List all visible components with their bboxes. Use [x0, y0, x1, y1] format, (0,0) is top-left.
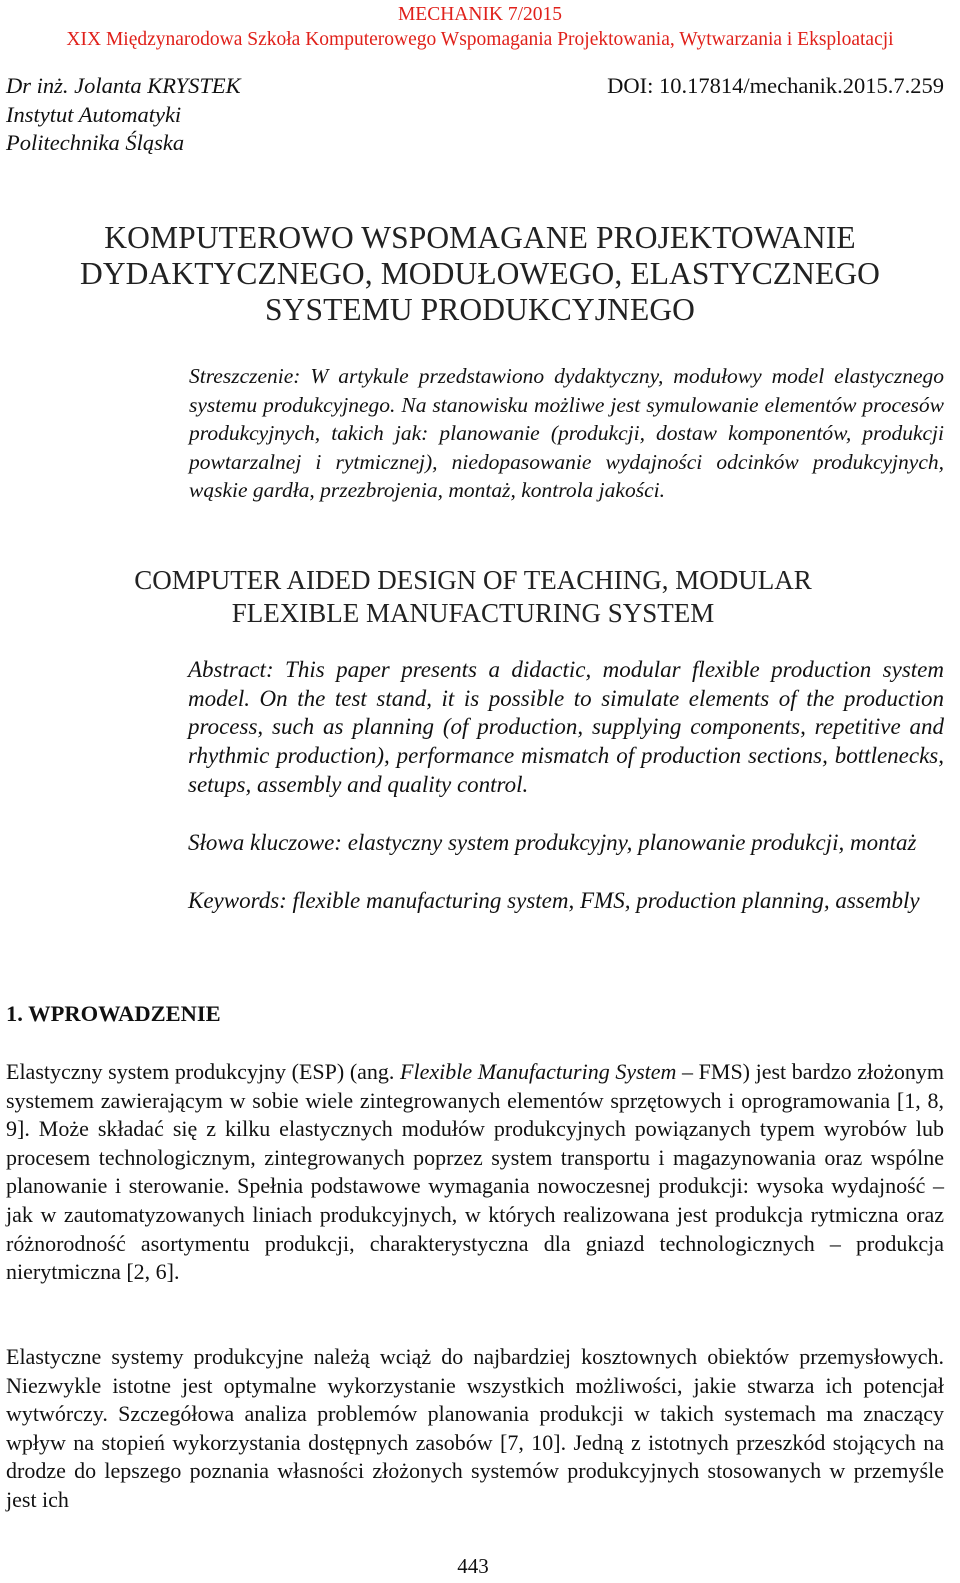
abstract-polish: Streszczenie: W artykule przedstawiono dydaktyczny, modułowy model elastycznego systemu produkcyjnego. Na stanowisku możliwe jest symulowanie elementów procesów produkcyjnych, takich jak: planowanie (produkcji, dostaw komponentów, produkcji powtarzalnej i rytmicznej), niedopasowanie wydajności odcinków produkcyjnych, wąskie gardła, przezbrojenia, montaż, kontrola jakości.: [189, 364, 944, 502]
author-name: Dr inż. Jolanta KRYSTEK: [6, 73, 241, 98]
paper-title-english: [0, 564, 946, 630]
paragraph-1-term: Flexible Manufacturing System: [400, 1059, 677, 1084]
doi: DOI: 10.17814/mechanik.2015.7.259: [607, 73, 944, 98]
title-en-line-2: FLEXIBLE MANUFACTURING SYSTEM: [231, 598, 715, 628]
paragraph-1-rest: – FMS) jest bardzo złożonym systemem zawierającym w sobie wiele zintegrowanych elementów sprzętowych i oprogramowania [1, 8, 9]. Może składać się z kilku elastycznych modułów produkcyjnych powiązanych typem wyrobów lub procesem technologicznym, zintegrowanych poprzez system transportu i magazynowania oraz wspólne planowanie i sterowanie. Spełnia podstawowe wymagania nowoczesnej produkcji: wysoka wydajność – jak w zautomatyzowanych liniach produkcyjnych, w których realizowana jest produkcja rytmiczna oraz różnorodność asortymentu produkcji, charakterystyczna dla gniazd technologicznych – produkcja nierytmiczna [2, 6].: [6, 1059, 944, 1285]
page-number: 443: [457, 1554, 489, 1578]
keywords-polish: Słowa kluczowe: elastyczny system produkcyjny, planowanie produkcji, montaż: [188, 830, 917, 855]
introduction-paragraph-1: [6, 1058, 944, 1287]
author-block: [6, 72, 241, 158]
journal-header: [0, 2, 960, 52]
title-pl-line-3: SYSTEMU PRODUKCYJNEGO: [264, 292, 696, 327]
author-university: Politechnika Śląska: [6, 130, 185, 155]
introduction-paragraph-2: Elastyczne systemy produkcyjne należą wciąż do najbardziej kosztownych obiektów przemysłowych. Niezwykle istotne jest optymalne wykorzystanie wszystkich możliwości, jakie stwarza ich potencjał wytwórczy. Szczegółowa analiza problemów planowania produkcji w takich systemach ma znaczący wpływ na stopień wykorzystania dostępnych zasobów [7, 10]. Jedną z istotnych przeszkód stojących na drodze do lepszego poznania własności złożonych systemów produkcyjnych stosowanych w przemyśle jest ich: [6, 1344, 944, 1512]
abstract-english: Abstract: This paper presents a didactic, modular flexible production system model. On the test stand, it is possible to simulate elements of the production process, such as planning (of production, supplying components, repetitive and rhythmic production), performance mismatch of production sections, bottlenecks, setups, assembly and quality control.: [188, 657, 944, 797]
journal-issue: MECHANIK 7/2015: [397, 4, 563, 25]
keywords-english: Keywords: flexible manufacturing system, FMS, production planning, assembly: [188, 888, 920, 913]
title-pl-line-1: KOMPUTEROWO WSPOMAGANE PROJEKTOWANIE: [104, 220, 856, 255]
section-heading: 1. WPROWADZENIE: [6, 1001, 221, 1026]
paper-title-polish: [0, 220, 960, 328]
paragraph-1-lead: Elastyczny system produkcyjny (ESP) (ang.: [6, 1059, 401, 1084]
title-pl-line-2: DYDAKTYCZNEGO, MODUŁOWEGO, ELASTYCZNEGO: [79, 256, 881, 291]
title-en-line-1: COMPUTER AIDED DESIGN OF TEACHING, MODULAR: [134, 565, 812, 595]
conference-name: XIX Międzynarodowa Szkoła Komputerowego Wspomagania Projektowania, Wytwarzania i Eksploatacji: [66, 29, 894, 50]
author-institute: Instytut Automatyki: [6, 101, 182, 127]
